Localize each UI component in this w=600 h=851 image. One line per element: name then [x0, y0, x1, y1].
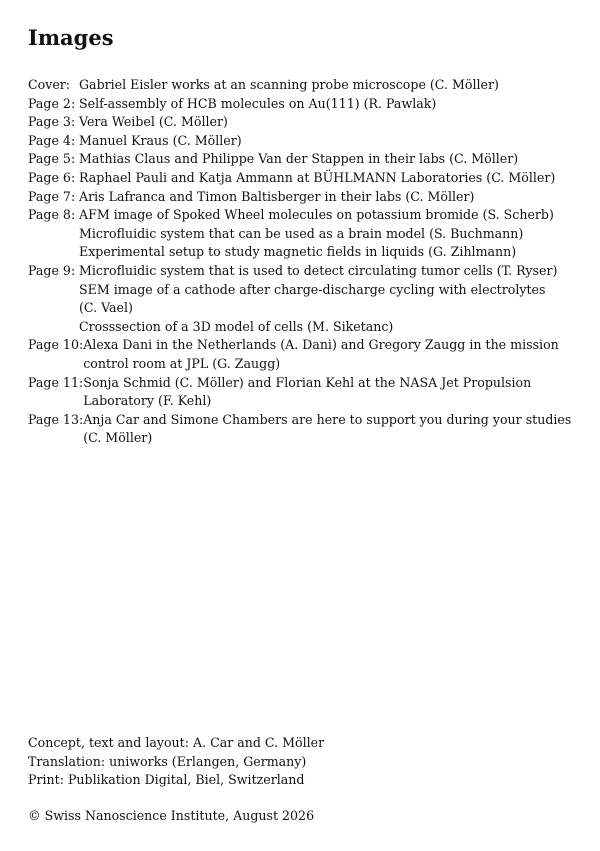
credit-description — [79, 95, 580, 114]
colophon-print: Print: Publikation Digital, Biel, Switzerland — [28, 772, 305, 788]
credit-line: Mathias Claus and Philippe Van der Stappen in their labs (C. Möller) — [79, 151, 519, 167]
credit-line: Experimental setup to study magnetic fields in liquids (G. Zihlmann) — [79, 244, 517, 260]
credit-entry-page-13 — [28, 411, 580, 448]
credit-line: Manuel Kraus (C. Möller) — [79, 132, 242, 148]
credit-line: Alexa Dani in the Netherlands (A. Dani) and Gregory Zaugg in the mission — [83, 337, 559, 353]
credit-page-label: Page 4: — [28, 132, 76, 148]
credit-description — [79, 169, 580, 188]
credit-line: Laboratory (F. Kehl) — [83, 393, 212, 409]
credit-description — [79, 262, 580, 336]
credit-page-label: Page 7: — [28, 188, 76, 204]
credit-line: (C. Möller) — [83, 430, 153, 446]
credit-entry-page-2 — [28, 95, 580, 114]
credit-line: Crosssection of a 3D model of cells (M. Siketanc) — [79, 318, 394, 334]
credit-page-label: Page 10: — [28, 337, 84, 353]
credit-description — [83, 336, 580, 373]
credit-entry-page-4 — [28, 132, 580, 151]
credit-entry-page-5 — [28, 150, 580, 169]
credit-page-label: Page 6: — [28, 169, 76, 185]
credit-page-label: Page 11: — [28, 374, 84, 390]
credit-page-label: Page 2: — [28, 95, 76, 111]
credit-line: Anja Car and Simone Chambers are here to support you during your studies — [83, 411, 572, 427]
credit-entry-cover — [28, 76, 580, 95]
credit-entry-page-6 — [28, 169, 580, 188]
credit-entry-page-10 — [28, 336, 580, 373]
credit-line: SEM image of a cathode after charge-discharge cycling with electrolytes — [79, 281, 546, 297]
credit-line: Sonja Schmid (C. Möller) and Florian Kehl at the NASA Jet Propulsion — [83, 374, 532, 390]
credit-description — [79, 150, 580, 169]
credit-description — [79, 113, 580, 132]
credit-line: (C. Vael) — [79, 300, 133, 316]
credit-entry-page-8 — [28, 206, 580, 262]
credit-line: Aris Lafranca and Timon Baltisberger in their labs (C. Möller) — [79, 188, 475, 204]
credit-line: Gabriel Eisler works at an scanning probe microscope (C. Möller) — [79, 77, 499, 92]
colophon — [28, 734, 324, 790]
credit-description — [83, 374, 580, 411]
credit-entry-page-3 — [28, 113, 580, 132]
credit-line: Self-assembly of HCB molecules on Au(111) (R. Pawlak) — [79, 95, 437, 111]
colophon-translation: Translation: uniworks (Erlangen, Germany) — [28, 753, 307, 769]
credit-line: AFM image of Spoked Wheel molecules on potassium bromide (S. Scherb) — [79, 207, 554, 223]
credit-line: Microfluidic system that can be used as a brain model (S. Buchmann) — [79, 225, 524, 241]
credit-page-label: Page 13: — [28, 411, 84, 427]
copyright-notice: © Swiss Nanoscience Institute, August 2026 — [28, 808, 315, 823]
credit-entry-page-11 — [28, 374, 580, 411]
credit-page-label: Page 9: — [28, 262, 76, 278]
credit-page-label: Page 5: — [28, 151, 76, 167]
credit-line: Vera Weibel (C. Möller) — [79, 114, 228, 130]
page-title: Images — [28, 25, 114, 50]
credit-line: Microfluidic system that is used to detect circulating tumor cells (T. Ryser) — [79, 262, 558, 278]
credit-page-label: Page 3: — [28, 114, 76, 130]
credit-line: control room at JPL (G. Zaugg) — [83, 355, 281, 371]
credit-description — [79, 76, 580, 95]
credit-entry-page-7 — [28, 188, 580, 207]
colophon-concept: Concept, text and layout: A. Car and C. Möller — [28, 735, 325, 750]
credit-description — [83, 411, 580, 448]
credit-description — [79, 132, 580, 151]
credit-page-label: Page 8: — [28, 207, 76, 223]
credit-description — [79, 206, 580, 262]
image-credits-list — [28, 76, 580, 448]
credit-line: Raphael Pauli and Katja Ammann at BÜHLMANN Laboratories (C. Möller) — [79, 169, 556, 185]
credit-page-label: Cover: — [28, 77, 71, 92]
credit-description — [79, 188, 580, 207]
credit-entry-page-9 — [28, 262, 580, 336]
